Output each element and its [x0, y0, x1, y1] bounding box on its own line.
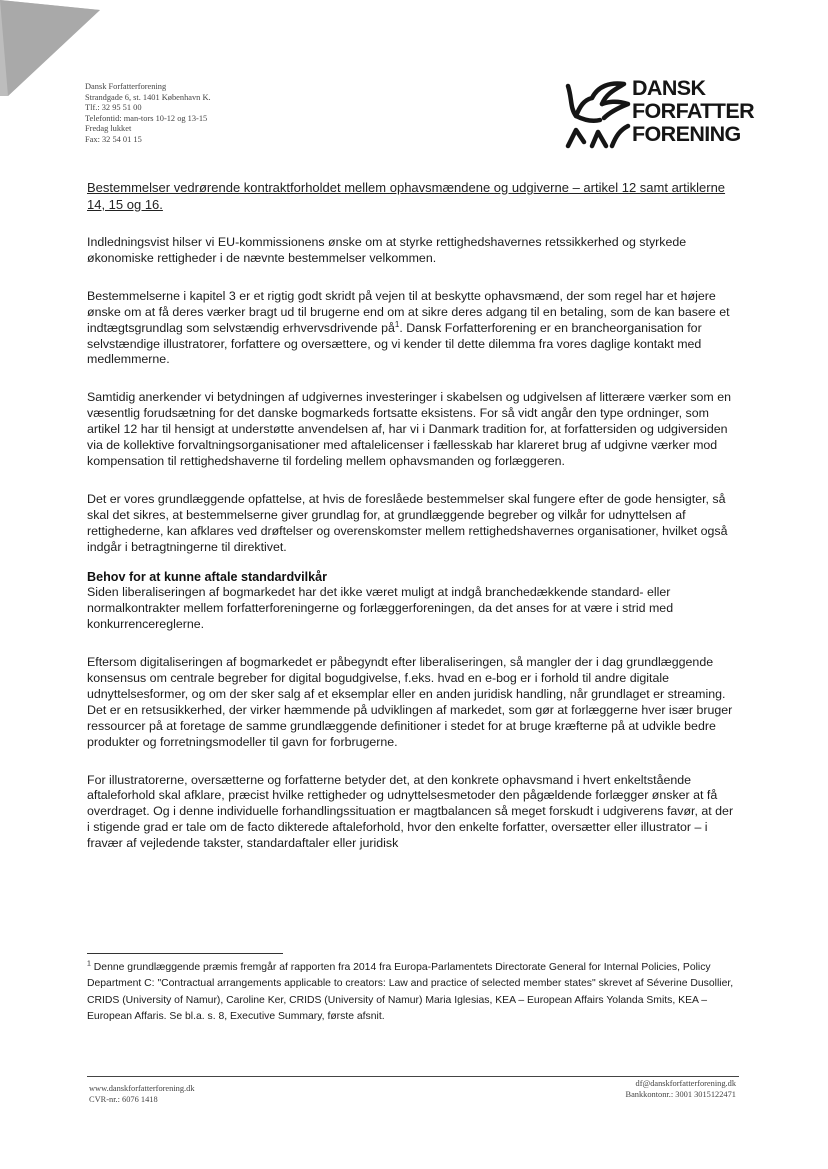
paragraph-text: Bestemmelserne i kapitel 3 er et rigtig godt skridt på vejen til at beskytte ophavsmænd, der som regel har et højere ønske om at få deres værker bragt ud til brugerne end om at sikre deres adgang til en betaling, som de kan basere et indtægtsgrundlag som selvstændig erhvervsdrivende på [87, 288, 730, 335]
paragraph-intro: Indledningsvist hilser vi EU-kommissionens ønske om at styrke rettighedshavernes retssikkerhed og styrkede økonomiske rettigheder i de nævnte bestemmelser velkommen. [87, 235, 687, 265]
address-line: Strandgade 6, st. 1401 København K. [85, 92, 211, 102]
footer-divider [87, 1076, 739, 1077]
footer-bank-account: Bankkontonr.: 3001 3015122471 [625, 1090, 736, 1099]
letter-body [87, 180, 735, 852]
footer-right [625, 1078, 736, 1100]
footer-left [89, 1083, 195, 1105]
footnote-divider [87, 953, 283, 954]
sender-address [85, 82, 211, 146]
footnote-marker: 1 [87, 960, 91, 968]
paragraph-creators: For illustratorerne, oversætterne og forfatterne betyder det, at den konkrete ophavsmand i hvert enkeltstående aftaleforhold skal afklare, præcist hvilke rettigheder og udnyttelsesmetoder den pågældende forlægger ønsker at få overdraget. Og i denne individuelle forhandlingssituation er magtbalancen så meget forskudt i udgiverens favør, at der i stigende grad er tale om de facto dikterede aftaleforhold, hvor den enkelte forfatter, oversætter eller illustrator – i fravær af vejledende takster, standardaftaler eller juridisk [87, 772, 734, 851]
address-line: Fredag lukket [85, 124, 132, 134]
pegasus-logo-icon [562, 76, 634, 150]
logo-text-line: DANSK [632, 76, 706, 100]
address-line: Telefontid: man-tors 10-12 og 13-15 [85, 113, 208, 123]
paragraph-text: . Dansk Forfatterforening er en brancheorganisation for selvstændige illustratorer, forfattere og oversættere, og vi kender til dette dilemma fra vores daglige kontakt med medlemmerne. [87, 320, 702, 367]
address-line: Fax: 32 54 01 15 [85, 134, 142, 144]
document-title: Bestemmelser vedrørende kontraktforholdet mellem ophavsmændene og udgiverne – artikel 12 samt artiklerne 14, 15 og 16. [87, 180, 726, 212]
logo-text-line: FORENING [632, 122, 741, 146]
paragraph-liberalisation: Siden liberaliseringen af bogmarkedet har det ikke været muligt at indgå branchedækkende standard- eller normalkontrakter mellem forfatterforeningerne og forlæggerforeningen, da det anses for at være i strid med konkurrencereglerne. [87, 585, 674, 632]
footer-website-link[interactable]: www.danskforfatterforening.dk [89, 1084, 195, 1093]
section-subheading: Behov for at kunne aftale standardvilkår [87, 569, 328, 584]
address-line: Tlf.: 32 95 51 00 [85, 103, 142, 113]
footer-cvr: CVR-nr.: 6076 1418 [89, 1095, 158, 1104]
footnote [87, 960, 742, 1026]
paragraph-digitalisation: Eftersom digitaliseringen af bogmarkedet er påbegyndt efter liberaliseringen, så mangler der i dag grundlæggende konsensus om centrale begreber for digital bogudgivelse, f.eks. hvad en e-bog er i forhold til andre digitale udnyttelsesformer, og om der sker salg af et eksemplar eller en anden juridisk handling, når grundlaget er streaming. Det er en retsusikkerhed, der virker hæmmende på udviklingen af markedet, som gør at forlæggerne hver især bruger ressourcer på at foretage de samme grundlæggende definitioner i stedet for at bruge kræfterne på at udvikle bedre produkter og forretningsmodeller til gavn for forbrugerne. [87, 655, 733, 749]
footnote-text: Denne grundlæggende præmis fremgår af rapporten fra 2014 fra Europa-Parlamentets Directorate General for Internal Policies, Policy Department C: "Contractual arrangements applicable to creators: Law and practice of selected member states" skrevet af Séverine Dusollier, CRIDS (University of Namur), Caroline Ker, CRIDS (University of Namur) Maria Iglesias, KEA – European Affairs Yolanda Smits, KEA – European Affaris. Se bl.a. s. 8, Executive Summary, første afsnit. [87, 962, 734, 1023]
footer-email-link[interactable]: df@danskforfatterforening.dk [635, 1079, 736, 1088]
paragraph-publisher-investments: Samtidig anerkender vi betydningen af udgivernes investeringer i skabelsen og udgivelsen af litterære værker som en væsentlig forudsætning for det danske bogmarkeds fortsatte eksistens. For så vidt angår den type ordninger, som artikel 12 har til hensigt at understøtte anvendelsen af, har vi i Danmark tradition for, at forfattersiden og udgiversiden via de kollektive forvaltningsorganisationer med aftalelicenser i fællesskab har klareret brug af udgivne værker mod kompensation til rettighedshaverne til fordeling mellem ophavsmanden og forlæggeren. [87, 390, 731, 468]
address-line: Dansk Forfatterforening [85, 82, 167, 91]
paragraph-basic-view: Det er vores grundlæggende opfattelse, at hvis de foreslåede bestemmelser skal fungere efter de gode hensigter, så skal det sikres, at bestemmelserne giver grundlag for, at grundlæggende begreber og vilkår for udnyttelsen af rettighederne, kan afklares ved drøftelser og overenskomster mellem rettighedshavernes organisationer, hvilket også indgår i betragtningerne til direktivet. [87, 491, 728, 554]
dansk-forfatterforening-logo [562, 74, 762, 156]
footnote-reference: 1 [394, 319, 400, 329]
logo-text-line: FORFATTER [632, 99, 754, 123]
paragraph-chapter-3 [87, 289, 735, 369]
